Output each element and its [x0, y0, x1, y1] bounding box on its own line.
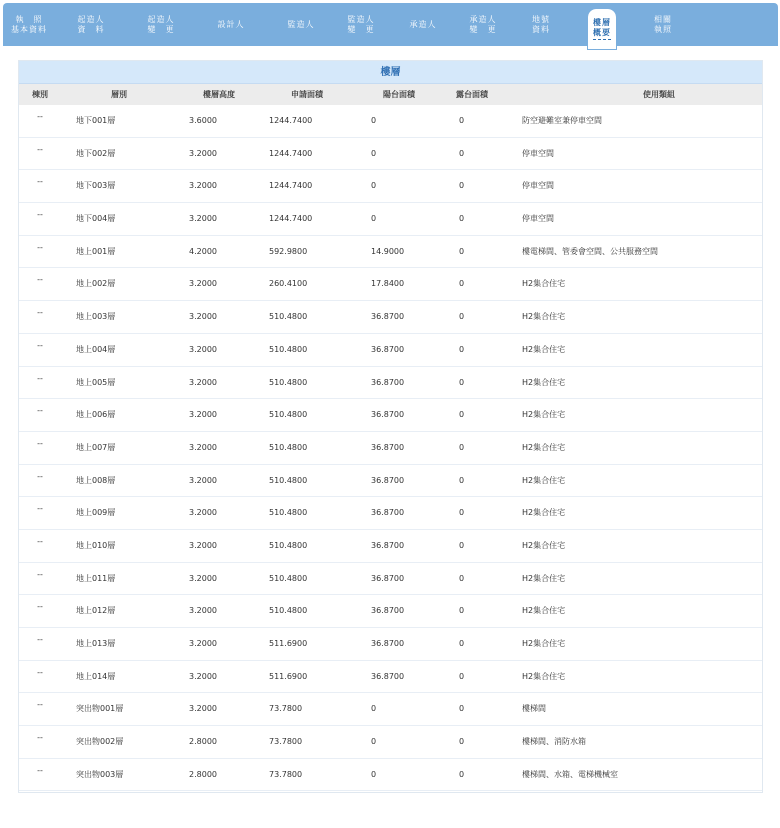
cell-balcony-area: 0	[371, 737, 377, 747]
cell-applied-area: 510.4800	[269, 344, 308, 354]
cell-terrace-area: 0	[459, 769, 465, 779]
cell-floor: 地上014層	[76, 671, 116, 681]
tab-label-line1: 監造人	[347, 14, 375, 24]
tab-label-line2: 資 料	[77, 24, 105, 34]
cell-floor: 地上008層	[76, 475, 116, 485]
table-row	[19, 563, 762, 596]
cell-floor-height: 3.2000	[189, 279, 217, 289]
cell-floor: 地上012層	[76, 606, 116, 616]
table-row	[19, 399, 762, 432]
cell-building: --	[37, 406, 43, 416]
tab-builder-change[interactable]	[133, 3, 189, 46]
cell-floor: 地下004層	[76, 214, 116, 224]
cell-building: --	[37, 144, 43, 154]
cell-building: --	[37, 569, 43, 579]
cell-floor-height: 3.2000	[189, 377, 217, 387]
cell-use-category: 樓電梯間、管委會空間、公共服務空間	[522, 246, 658, 256]
cell-terrace-area: 0	[459, 116, 465, 125]
cell-use-category: H2集合住宅	[522, 475, 566, 485]
cell-floor-height: 3.6000	[189, 116, 217, 125]
tab-related-licenses[interactable]	[635, 3, 691, 46]
table-row	[19, 367, 762, 400]
tab-label-line2: 概要	[593, 28, 611, 37]
tab-bar	[3, 3, 778, 46]
cell-floor-height: 3.2000	[189, 214, 217, 224]
cell-terrace-area: 0	[459, 737, 465, 747]
table-row	[19, 236, 762, 269]
cell-floor: 地上011層	[76, 573, 116, 583]
table-row	[19, 465, 762, 498]
cell-applied-area: 510.4800	[269, 442, 308, 452]
cell-applied-area: 511.6900	[269, 639, 308, 648]
cell-use-category: 停車空間	[522, 181, 554, 191]
table-row	[19, 170, 762, 203]
table-caption: 樓層	[19, 61, 762, 84]
cell-use-category: H2集合住宅	[522, 410, 566, 420]
cell-balcony-area: 36.8700	[371, 312, 405, 322]
cell-terrace-area: 0	[459, 410, 465, 420]
cell-floor-height: 3.2000	[189, 573, 217, 583]
cell-floor-height: 3.2000	[189, 671, 217, 681]
cell-floor-height: 3.2000	[189, 704, 217, 714]
floor-table	[18, 60, 763, 793]
tab-builder-info[interactable]	[65, 3, 117, 46]
cell-floor: 地上003層	[76, 312, 116, 322]
cell-applied-area: 510.4800	[269, 573, 308, 583]
cell-applied-area: 1244.7400	[269, 181, 313, 191]
cell-floor-height: 3.2000	[189, 181, 217, 191]
cell-building: --	[37, 700, 43, 710]
table-row	[19, 301, 762, 334]
cell-balcony-area: 17.8400	[371, 279, 405, 289]
cell-building: --	[37, 504, 43, 514]
cell-building: --	[37, 667, 43, 677]
cell-terrace-area: 0	[459, 279, 465, 289]
cell-use-category: 樓梯間、消防水箱	[522, 737, 586, 747]
cell-building: --	[37, 471, 43, 481]
tab-label-line1: 起造人	[147, 14, 175, 24]
cell-use-category: H2集合住宅	[522, 442, 566, 452]
header-balcony-area: 陽台面積	[383, 90, 415, 99]
cell-terrace-area: 0	[459, 475, 465, 485]
cell-floor: 地上001層	[76, 246, 116, 256]
cell-use-category: H2集合住宅	[522, 344, 566, 354]
table-row	[19, 628, 762, 661]
cell-applied-area: 510.4800	[269, 312, 308, 322]
cell-use-category: 停車空間	[522, 214, 554, 224]
cell-applied-area: 73.7800	[269, 704, 303, 714]
cell-terrace-area: 0	[459, 377, 465, 387]
cell-use-category: H2集合住宅	[522, 279, 566, 289]
cell-floor: 地上013層	[76, 639, 116, 648]
cell-balcony-area: 0	[371, 148, 377, 158]
table-row	[19, 105, 762, 138]
tab-label-line2: 變 更	[469, 24, 497, 34]
cell-terrace-area: 0	[459, 246, 465, 256]
cell-balcony-area: 36.8700	[371, 377, 405, 387]
cell-terrace-area: 0	[459, 639, 465, 648]
cell-balcony-area: 36.8700	[371, 639, 405, 648]
table-row	[19, 138, 762, 171]
cell-building: --	[37, 536, 43, 546]
tab-license-basic[interactable]	[3, 3, 55, 46]
cell-floor-height: 3.2000	[189, 442, 217, 452]
table-row	[19, 530, 762, 563]
cell-floor: 地上002層	[76, 279, 116, 289]
cell-use-category: 防空避難室兼停車空間	[522, 116, 602, 125]
table-row	[19, 595, 762, 628]
cell-floor: 地上009層	[76, 508, 116, 518]
cell-floor: 地上010層	[76, 540, 116, 550]
cell-balcony-area: 14.9000	[371, 246, 405, 256]
tab-label-line1: 起造人	[77, 14, 105, 24]
cell-terrace-area: 0	[459, 606, 465, 616]
cell-terrace-area: 0	[459, 214, 465, 224]
cell-floor: 突出物002層	[76, 737, 124, 747]
cell-building: --	[37, 308, 43, 318]
cell-balcony-area: 36.8700	[371, 508, 405, 518]
cell-use-category: H2集合住宅	[522, 312, 566, 322]
cell-floor: 地上005層	[76, 377, 116, 387]
header-use-category: 使用類組	[643, 90, 675, 99]
cell-use-category: 停車空間	[522, 148, 554, 158]
cell-floor-height: 3.2000	[189, 410, 217, 420]
cell-terrace-area: 0	[459, 312, 465, 322]
cell-applied-area: 73.7800	[269, 737, 303, 747]
tab-label-line1: 樓層	[593, 18, 611, 27]
cell-applied-area: 510.4800	[269, 377, 308, 387]
cell-applied-area: 1244.7400	[269, 148, 313, 158]
tab-label-line1: 相關	[654, 14, 672, 24]
cell-balcony-area: 36.8700	[371, 573, 405, 583]
cell-floor: 突出物001層	[76, 704, 124, 714]
tab-label-line1: 監造人	[287, 19, 315, 29]
cell-balcony-area: 0	[371, 181, 377, 191]
cell-applied-area: 260.4100	[269, 279, 308, 289]
cell-building: --	[37, 340, 43, 350]
table-row	[19, 759, 762, 792]
cell-floor: 地下002層	[76, 148, 116, 158]
cell-floor-height: 3.2000	[189, 148, 217, 158]
cell-terrace-area: 0	[459, 704, 465, 714]
cell-floor-height: 3.2000	[189, 344, 217, 354]
tab-lot-info[interactable]	[513, 3, 569, 46]
tab-contractor[interactable]	[395, 3, 451, 46]
tab-label-line2: 執照	[654, 24, 672, 34]
cell-floor-height: 3.2000	[189, 312, 217, 322]
cell-use-category: H2集合住宅	[522, 540, 566, 550]
cell-building: --	[37, 275, 43, 285]
cell-floor-height: 3.2000	[189, 540, 217, 550]
cell-applied-area: 510.4800	[269, 508, 308, 518]
cell-floor: 地下001層	[76, 116, 116, 125]
cell-floor: 地上004層	[76, 344, 116, 354]
tab-label-line1: 執 照	[15, 14, 43, 24]
cell-use-category: H2集合住宅	[522, 606, 566, 616]
cell-balcony-area: 0	[371, 769, 377, 779]
cell-terrace-area: 0	[459, 344, 465, 354]
table-row	[19, 497, 762, 530]
table-body	[19, 105, 762, 791]
cell-applied-area: 1244.7400	[269, 214, 313, 224]
cell-building: --	[37, 733, 43, 743]
tab-label-line2: 資料	[532, 24, 550, 34]
cell-floor-height: 3.2000	[189, 475, 217, 485]
cell-balcony-area: 36.8700	[371, 540, 405, 550]
cell-floor: 地上007層	[76, 442, 116, 452]
cell-balcony-area: 0	[371, 116, 377, 125]
cell-terrace-area: 0	[459, 508, 465, 518]
tab-label-line2: 基本資料	[11, 24, 47, 34]
cell-use-category: H2集合住宅	[522, 377, 566, 387]
cell-balcony-area: 36.8700	[371, 442, 405, 452]
cell-applied-area: 510.4800	[269, 410, 308, 420]
cell-building: --	[37, 112, 43, 121]
tab-label-line1: 承造人	[469, 14, 497, 24]
cell-floor: 突出物003層	[76, 769, 124, 779]
table-row	[19, 661, 762, 694]
cell-floor-height: 3.2000	[189, 639, 217, 648]
header-floor: 層別	[111, 90, 127, 99]
cell-use-category: H2集合住宅	[522, 639, 566, 648]
cell-applied-area: 510.4800	[269, 606, 308, 616]
cell-balcony-area: 36.8700	[371, 606, 405, 616]
cell-floor-height: 4.2000	[189, 246, 217, 256]
cell-use-category: H2集合住宅	[522, 671, 566, 681]
cell-applied-area: 511.6900	[269, 671, 308, 681]
cell-applied-area: 73.7800	[269, 769, 303, 779]
cell-floor-height: 2.8000	[189, 737, 217, 747]
tab-active-label	[593, 18, 611, 40]
tab-label-line1: 設計人	[217, 19, 245, 29]
cell-use-category: H2集合住宅	[522, 508, 566, 518]
cell-balcony-area: 36.8700	[371, 410, 405, 420]
cell-terrace-area: 0	[459, 442, 465, 452]
cell-use-category: 樓梯間	[522, 704, 546, 714]
cell-terrace-area: 0	[459, 540, 465, 550]
cell-balcony-area: 0	[371, 214, 377, 224]
tab-floor-summary[interactable]	[588, 9, 616, 49]
cell-applied-area: 592.9800	[269, 246, 308, 256]
table-row	[19, 726, 762, 759]
cell-floor-height: 2.8000	[189, 769, 217, 779]
cell-terrace-area: 0	[459, 671, 465, 681]
cell-balcony-area: 36.8700	[371, 344, 405, 354]
table-row	[19, 334, 762, 367]
header-terrace-area: 露台面積	[456, 90, 488, 99]
cell-terrace-area: 0	[459, 181, 465, 191]
table-row	[19, 693, 762, 726]
cell-building: --	[37, 210, 43, 220]
cell-balcony-area: 0	[371, 704, 377, 714]
tab-label-line2: 變 更	[147, 24, 175, 34]
cell-floor-height: 3.2000	[189, 508, 217, 518]
table-header-row	[19, 84, 762, 105]
cell-balcony-area: 36.8700	[371, 475, 405, 485]
header-applied-area: 申請面積	[291, 90, 323, 99]
tab-label-line1: 地號	[532, 14, 550, 24]
cell-building: --	[37, 242, 43, 252]
cell-use-category: 樓梯間、水箱、電梯機械室	[522, 769, 618, 779]
cell-use-category: H2集合住宅	[522, 573, 566, 583]
cell-building: --	[37, 373, 43, 383]
cell-balcony-area: 36.8700	[371, 671, 405, 681]
cell-applied-area: 1244.7400	[269, 116, 313, 125]
header-floor-height: 樓層高度	[203, 90, 235, 99]
cell-building: --	[37, 635, 43, 644]
cell-applied-area: 510.4800	[269, 475, 308, 485]
cell-floor-height: 3.2000	[189, 606, 217, 616]
header-building: 棟別	[32, 90, 48, 99]
cell-building: --	[37, 602, 43, 612]
cell-floor: 地下003層	[76, 181, 116, 191]
cell-applied-area: 510.4800	[269, 540, 308, 550]
tab-supervisor[interactable]	[273, 3, 329, 46]
cell-terrace-area: 0	[459, 148, 465, 158]
cell-building: --	[37, 177, 43, 187]
tab-supervisor-change[interactable]	[333, 3, 389, 46]
table-row	[19, 268, 762, 301]
table-row	[19, 203, 762, 236]
table-row	[19, 432, 762, 465]
cell-building: --	[37, 438, 43, 448]
tab-designer[interactable]	[203, 3, 259, 46]
cell-building: --	[37, 765, 43, 775]
cell-floor: 地上006層	[76, 410, 116, 420]
tab-contractor-change[interactable]	[455, 3, 511, 46]
tab-label-line1: 承造人	[409, 19, 437, 29]
tab-label-line2: 變 更	[347, 24, 375, 34]
cell-terrace-area: 0	[459, 573, 465, 583]
